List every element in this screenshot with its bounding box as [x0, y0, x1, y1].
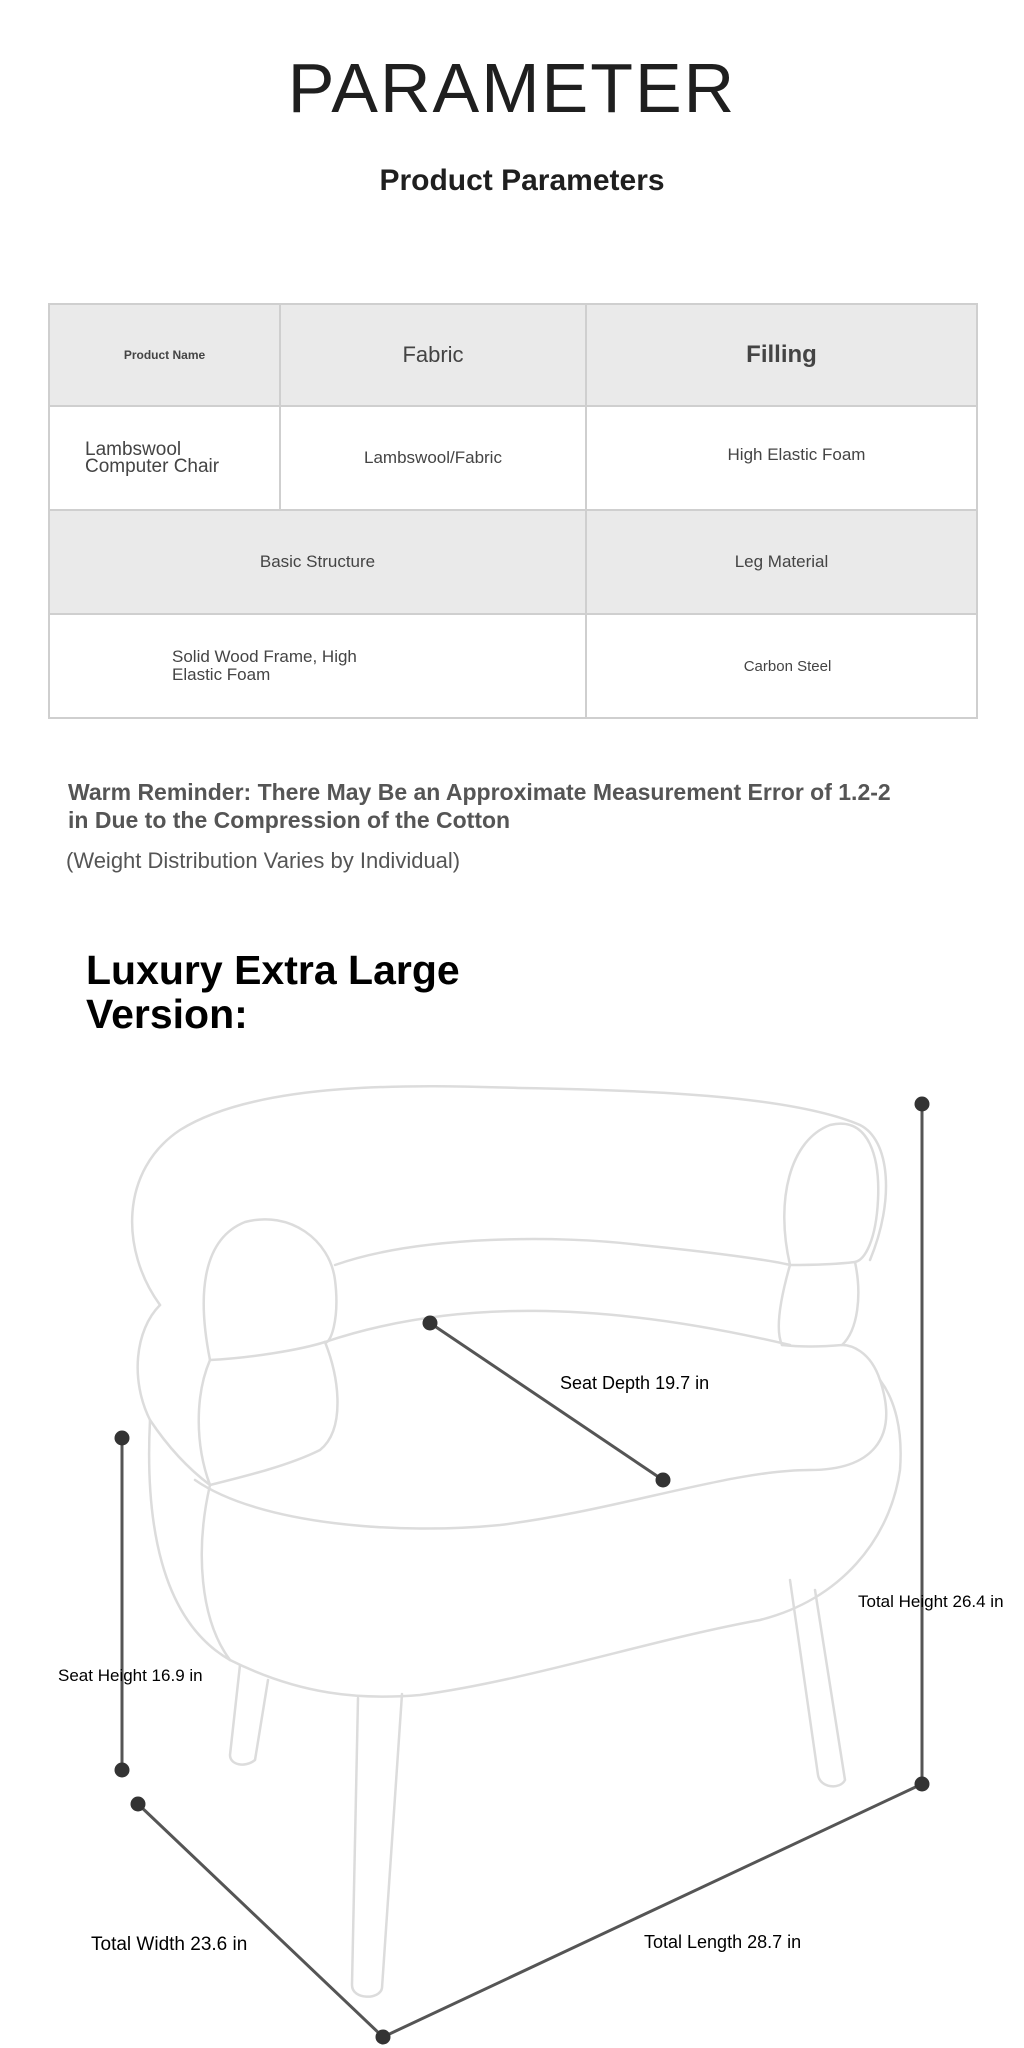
- structure-value: Solid Wood Frame, High Elastic Foam: [172, 647, 357, 684]
- measure-point: [115, 1763, 130, 1778]
- total-height-label: Total Height 26.4 in: [858, 1592, 1004, 1611]
- product-name-value: Lambswool Computer Chair: [85, 439, 220, 477]
- table-cell: [585, 509, 978, 615]
- measure-point: [131, 1797, 146, 1812]
- measure-point: [915, 1097, 930, 1112]
- seat-depth-label: Seat Depth 19.7 in: [560, 1373, 710, 1393]
- table-cell: [585, 405, 978, 511]
- measure-point: [376, 2030, 391, 2045]
- weight-note: (Weight Distribution Varies by Individual): [66, 848, 461, 873]
- table-cell: [48, 613, 587, 719]
- table-cell: [279, 303, 587, 407]
- structure-label: Basic Structure: [259, 552, 376, 571]
- filling-label: Filling: [746, 341, 817, 368]
- section-subtitle: Product Parameters: [379, 164, 665, 197]
- seat-height-label: Seat Height 16.9 in: [58, 1666, 203, 1685]
- table-cell: [279, 405, 587, 511]
- product-name-label: Product Name: [123, 348, 206, 362]
- fabric-label: Fabric: [402, 342, 464, 367]
- measure-point: [115, 1431, 130, 1446]
- table-cell: [48, 509, 587, 615]
- total-width-label: Total Width 23.6 in: [91, 1934, 248, 1955]
- table-cell: [585, 613, 978, 719]
- measure-point: [915, 1777, 930, 1792]
- measure-point: [656, 1473, 671, 1488]
- leg-material-value: Carbon Steel: [743, 657, 832, 675]
- parameters-table: [48, 303, 978, 719]
- chair-dimension-diagram: [0, 1070, 1024, 2048]
- total-length-label: Total Length 28.7 in: [644, 1932, 802, 1952]
- leg-material-label: Leg Material: [734, 552, 829, 571]
- page-title: PARAMETER: [287, 49, 737, 127]
- measure-point: [423, 1316, 438, 1331]
- table-cell: [585, 303, 978, 407]
- chair-illustration: [0, 1070, 1024, 2048]
- table-cell: [48, 303, 281, 407]
- warm-reminder-text: Warm Reminder: There May Be an Approximate Measurement Error of 1.2-2 in Due to the Compression of the Cotton: [68, 779, 891, 833]
- table-cell: [48, 405, 281, 511]
- fabric-value: Lambswool/Fabric: [364, 448, 502, 467]
- version-title: Luxury Extra Large Version:: [86, 947, 460, 1037]
- filling-value: High Elastic Foam: [727, 445, 866, 464]
